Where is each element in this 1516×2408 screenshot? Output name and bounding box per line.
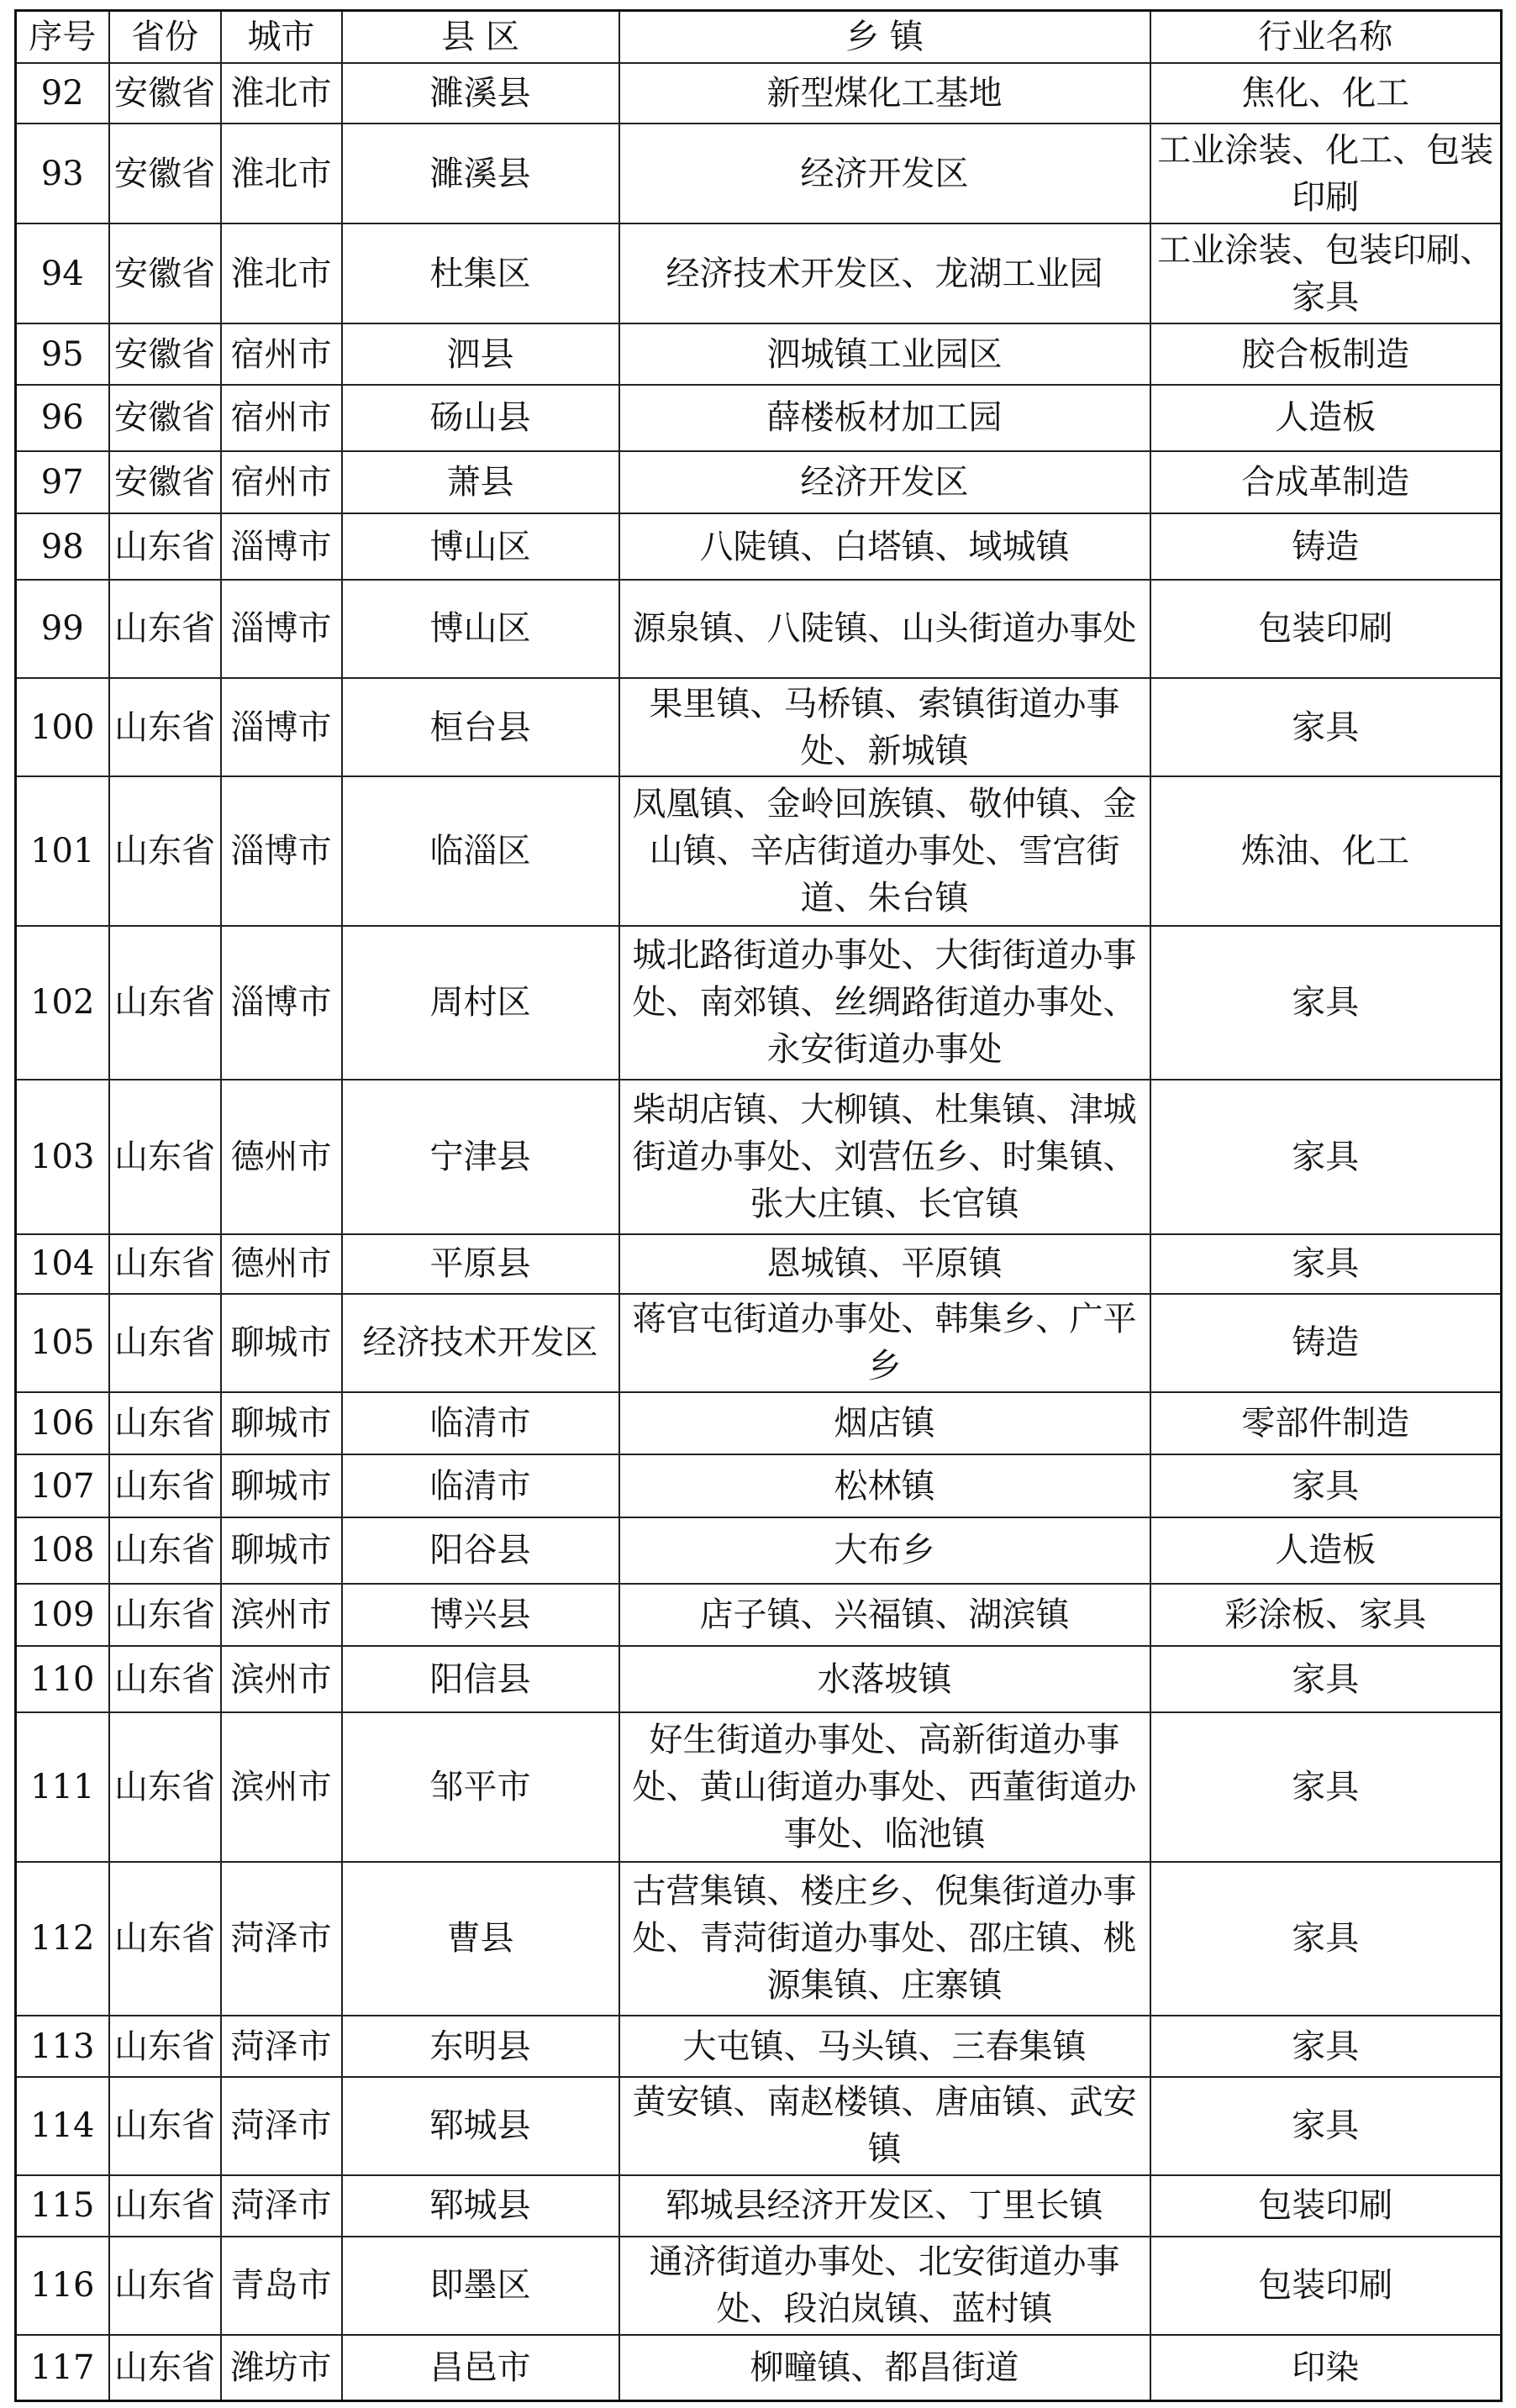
- row-province: 山东省: [109, 1584, 221, 1647]
- row-seq: 101: [16, 776, 109, 926]
- row-industry: 零部件制造: [1150, 1392, 1502, 1455]
- row-county: 临清市: [342, 1392, 619, 1455]
- row-city: 菏泽市: [221, 1862, 342, 2016]
- row-province: 山东省: [109, 1712, 221, 1862]
- table-row: [16, 678, 1502, 776]
- row-town: 经济技术开发区、龙湖工业园: [619, 223, 1150, 323]
- table-row: [16, 1454, 1502, 1517]
- row-city: 聊城市: [221, 1392, 342, 1455]
- row-province: 山东省: [109, 1392, 221, 1455]
- row-county: 平原县: [342, 1234, 619, 1294]
- row-seq: 113: [16, 2016, 109, 2077]
- row-seq: 99: [16, 580, 109, 678]
- row-province: 山东省: [109, 776, 221, 926]
- row-county: 郓城县: [342, 2175, 619, 2237]
- row-seq: 102: [16, 926, 109, 1080]
- row-county: 杜集区: [342, 223, 619, 323]
- table-row: [16, 385, 1502, 451]
- row-county: 博山区: [342, 580, 619, 678]
- row-province: 山东省: [109, 1294, 221, 1392]
- row-county: 东明县: [342, 2016, 619, 2077]
- table-row: [16, 2077, 1502, 2175]
- row-city: 聊城市: [221, 1454, 342, 1517]
- row-town: 泗城镇工业园区: [619, 323, 1150, 385]
- row-industry: 胶合板制造: [1150, 323, 1502, 385]
- table-row: [16, 1712, 1502, 1862]
- row-county: 经济技术开发区: [342, 1294, 619, 1392]
- table-row: [16, 1080, 1502, 1234]
- row-industry: 包装印刷: [1150, 2175, 1502, 2237]
- row-industry: 印染: [1150, 2335, 1502, 2401]
- row-city: 德州市: [221, 1080, 342, 1234]
- row-province: 山东省: [109, 2335, 221, 2401]
- row-town: 蒋官屯街道办事处、韩集乡、广平乡: [619, 1294, 1150, 1392]
- row-county: 宁津县: [342, 1080, 619, 1234]
- row-town: 柴胡店镇、大柳镇、杜集镇、津城街道办事处、刘营伍乡、时集镇、张大庄镇、长官镇: [619, 1080, 1150, 1234]
- row-county: 濉溪县: [342, 124, 619, 223]
- row-county: 博山区: [342, 513, 619, 580]
- row-city: 潍坊市: [221, 2335, 342, 2401]
- row-seq: 96: [16, 385, 109, 451]
- table-row: [16, 513, 1502, 580]
- row-province: 山东省: [109, 1517, 221, 1584]
- header-county: 县 区: [342, 11, 619, 63]
- row-seq: 105: [16, 1294, 109, 1392]
- row-seq: 114: [16, 2077, 109, 2175]
- table-row: [16, 2175, 1502, 2237]
- row-seq: 110: [16, 1646, 109, 1712]
- row-industry: 家具: [1150, 1454, 1502, 1517]
- row-town: 黄安镇、南赵楼镇、唐庙镇、武安镇: [619, 2077, 1150, 2175]
- row-industry: 家具: [1150, 678, 1502, 776]
- row-seq: 97: [16, 451, 109, 514]
- table-row: [16, 2335, 1502, 2401]
- row-province: 山东省: [109, 678, 221, 776]
- row-seq: 98: [16, 513, 109, 580]
- row-province: 安徽省: [109, 323, 221, 385]
- row-town: 郓城县经济开发区、丁里长镇: [619, 2175, 1150, 2237]
- row-city: 宿州市: [221, 385, 342, 451]
- row-seq: 95: [16, 323, 109, 385]
- row-province: 山东省: [109, 2016, 221, 2077]
- row-city: 淮北市: [221, 124, 342, 223]
- table-row: [16, 1517, 1502, 1584]
- row-seq: 112: [16, 1862, 109, 2016]
- table-row: [16, 323, 1502, 385]
- industry-cluster-table: [14, 9, 1503, 2402]
- row-industry: 炼油、化工: [1150, 776, 1502, 926]
- row-industry: 工业涂装、包装印刷、家具: [1150, 223, 1502, 323]
- row-province: 山东省: [109, 1234, 221, 1294]
- row-city: 淄博市: [221, 776, 342, 926]
- header-industry: 行业名称: [1150, 11, 1502, 63]
- row-city: 青岛市: [221, 2237, 342, 2335]
- row-industry: 家具: [1150, 1862, 1502, 2016]
- row-industry: 家具: [1150, 2016, 1502, 2077]
- row-town: 新型煤化工基地: [619, 63, 1150, 124]
- row-city: 淄博市: [221, 513, 342, 580]
- row-county: 即墨区: [342, 2237, 619, 2335]
- row-industry: 人造板: [1150, 1517, 1502, 1584]
- row-industry: 铸造: [1150, 1294, 1502, 1392]
- row-industry: 包装印刷: [1150, 580, 1502, 678]
- row-province: 山东省: [109, 2077, 221, 2175]
- row-industry: 包装印刷: [1150, 2237, 1502, 2335]
- row-industry: 家具: [1150, 1712, 1502, 1862]
- row-city: 滨州市: [221, 1584, 342, 1647]
- row-seq: 100: [16, 678, 109, 776]
- table-row: [16, 776, 1502, 926]
- row-seq: 109: [16, 1584, 109, 1647]
- row-town: 恩城镇、平原镇: [619, 1234, 1150, 1294]
- row-county: 濉溪县: [342, 63, 619, 124]
- row-town: 源泉镇、八陡镇、山头街道办事处: [619, 580, 1150, 678]
- table-row: [16, 580, 1502, 678]
- row-county: 桓台县: [342, 678, 619, 776]
- row-town: 果里镇、马桥镇、索镇街道办事处、新城镇: [619, 678, 1150, 776]
- row-industry: 家具: [1150, 1234, 1502, 1294]
- row-seq: 117: [16, 2335, 109, 2401]
- row-city: 淮北市: [221, 63, 342, 124]
- row-seq: 115: [16, 2175, 109, 2237]
- row-city: 聊城市: [221, 1294, 342, 1392]
- table-row: [16, 1646, 1502, 1712]
- row-town: 大布乡: [619, 1517, 1150, 1584]
- row-town: 水落坡镇: [619, 1646, 1150, 1712]
- row-industry: 彩涂板、家具: [1150, 1584, 1502, 1647]
- row-industry: 焦化、化工: [1150, 63, 1502, 124]
- row-town: 经济开发区: [619, 451, 1150, 514]
- row-city: 宿州市: [221, 323, 342, 385]
- table-row: [16, 451, 1502, 514]
- row-city: 宿州市: [221, 451, 342, 514]
- row-city: 淄博市: [221, 678, 342, 776]
- row-seq: 103: [16, 1080, 109, 1234]
- row-province: 安徽省: [109, 63, 221, 124]
- row-city: 淄博市: [221, 580, 342, 678]
- row-province: 安徽省: [109, 124, 221, 223]
- table-header-row: [16, 11, 1502, 63]
- row-city: 菏泽市: [221, 2077, 342, 2175]
- row-industry: 家具: [1150, 1080, 1502, 1234]
- row-county: 周村区: [342, 926, 619, 1080]
- header-province: 省份: [109, 11, 221, 63]
- row-county: 萧县: [342, 451, 619, 514]
- table-row: [16, 1234, 1502, 1294]
- row-province: 山东省: [109, 513, 221, 580]
- row-seq: 104: [16, 1234, 109, 1294]
- row-town: 凤凰镇、金岭回族镇、敬仲镇、金山镇、辛店街道办事处、雪宫街道、朱台镇: [619, 776, 1150, 926]
- row-industry: 家具: [1150, 1646, 1502, 1712]
- row-province: 山东省: [109, 1646, 221, 1712]
- row-city: 菏泽市: [221, 2175, 342, 2237]
- row-county: 曹县: [342, 1862, 619, 2016]
- row-county: 临淄区: [342, 776, 619, 926]
- table-row: [16, 223, 1502, 323]
- row-county: 临清市: [342, 1454, 619, 1517]
- row-industry: 合成革制造: [1150, 451, 1502, 514]
- row-city: 淄博市: [221, 926, 342, 1080]
- row-province: 山东省: [109, 2175, 221, 2237]
- row-province: 安徽省: [109, 385, 221, 451]
- row-city: 菏泽市: [221, 2016, 342, 2077]
- row-province: 安徽省: [109, 451, 221, 514]
- row-city: 滨州市: [221, 1712, 342, 1862]
- row-industry: 铸造: [1150, 513, 1502, 580]
- row-province: 山东省: [109, 926, 221, 1080]
- header-seq: 序号: [16, 11, 109, 63]
- row-province: 山东省: [109, 580, 221, 678]
- header-town: 乡 镇: [619, 11, 1150, 63]
- row-town: 店子镇、兴福镇、湖滨镇: [619, 1584, 1150, 1647]
- row-town: 薛楼板材加工园: [619, 385, 1150, 451]
- row-seq: 111: [16, 1712, 109, 1862]
- row-county: 阳谷县: [342, 1517, 619, 1584]
- table-row: [16, 1294, 1502, 1392]
- table-row: [16, 2237, 1502, 2335]
- row-town: 八陡镇、白塔镇、域城镇: [619, 513, 1150, 580]
- row-town: 好生街道办事处、高新街道办事处、黄山街道办事处、西董街道办事处、临池镇: [619, 1712, 1150, 1862]
- row-town: 通济街道办事处、北安街道办事处、段泊岚镇、蓝村镇: [619, 2237, 1150, 2335]
- row-province: 山东省: [109, 1080, 221, 1234]
- row-town: 大屯镇、马头镇、三春集镇: [619, 2016, 1150, 2077]
- row-town: 城北路街道办事处、大街街道办事处、南郊镇、丝绸路街道办事处、永安街道办事处: [619, 926, 1150, 1080]
- table-row: [16, 1392, 1502, 1455]
- row-city: 滨州市: [221, 1646, 342, 1712]
- header-city: 城市: [221, 11, 342, 63]
- row-county: 邹平市: [342, 1712, 619, 1862]
- row-seq: 107: [16, 1454, 109, 1517]
- row-city: 聊城市: [221, 1517, 342, 1584]
- table-row: [16, 2016, 1502, 2077]
- table-body: [16, 63, 1502, 2401]
- row-province: 安徽省: [109, 223, 221, 323]
- row-industry: 工业涂装、化工、包装印刷: [1150, 124, 1502, 223]
- row-county: 昌邑市: [342, 2335, 619, 2401]
- row-town: 柳疃镇、都昌街道: [619, 2335, 1150, 2401]
- row-province: 山东省: [109, 1862, 221, 2016]
- row-town: 经济开发区: [619, 124, 1150, 223]
- row-town: 烟店镇: [619, 1392, 1150, 1455]
- row-province: 山东省: [109, 1454, 221, 1517]
- row-industry: 家具: [1150, 926, 1502, 1080]
- row-town: 古营集镇、楼庄乡、倪集街道办事处、青菏街道办事处、邵庄镇、桃源集镇、庄寨镇: [619, 1862, 1150, 2016]
- row-county: 砀山县: [342, 385, 619, 451]
- row-seq: 92: [16, 63, 109, 124]
- table-row: [16, 1584, 1502, 1647]
- table-row: [16, 1862, 1502, 2016]
- row-province: 山东省: [109, 2237, 221, 2335]
- row-seq: 108: [16, 1517, 109, 1584]
- row-county: 泗县: [342, 323, 619, 385]
- row-county: 阳信县: [342, 1646, 619, 1712]
- row-seq: 106: [16, 1392, 109, 1455]
- row-county: 郓城县: [342, 2077, 619, 2175]
- row-industry: 家具: [1150, 2077, 1502, 2175]
- row-town: 松林镇: [619, 1454, 1150, 1517]
- row-industry: 人造板: [1150, 385, 1502, 451]
- table-row: [16, 926, 1502, 1080]
- row-county: 博兴县: [342, 1584, 619, 1647]
- row-city: 德州市: [221, 1234, 342, 1294]
- table-row: [16, 63, 1502, 124]
- row-seq: 116: [16, 2237, 109, 2335]
- table-row: [16, 124, 1502, 223]
- row-seq: 94: [16, 223, 109, 323]
- row-seq: 93: [16, 124, 109, 223]
- row-city: 淮北市: [221, 223, 342, 323]
